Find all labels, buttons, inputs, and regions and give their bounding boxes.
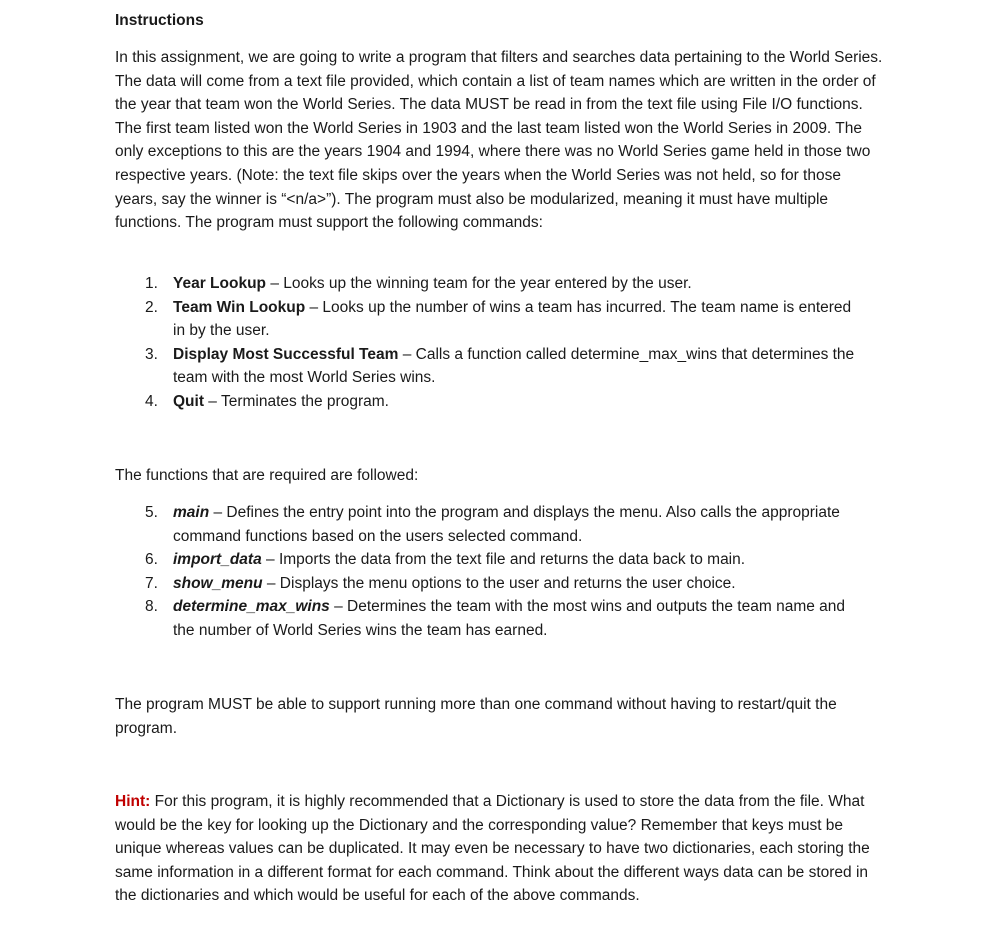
command-term: Team Win Lookup <box>173 298 306 316</box>
list-number: 6. <box>145 551 158 569</box>
list-item <box>145 501 865 548</box>
list-item <box>145 272 865 296</box>
list-item <box>145 296 865 343</box>
list-number: 2. <box>145 298 158 316</box>
command-term: Quit <box>173 392 204 410</box>
list-item <box>145 548 865 572</box>
function-term: main <box>173 504 210 521</box>
list-number: 4. <box>145 392 158 410</box>
list-number: 1. <box>145 275 158 292</box>
list-number: 3. <box>145 345 158 363</box>
list-item <box>145 390 865 414</box>
intro-paragraph: In this assignment, we are going to write a program that filters and searches data pertaining to the World Series. The data will come from a text file provided, which contain a list of team names which are written in the order of the year that team won the World Series. The data MUST be read in from the text file using File I/O functions. The first team listed won the World Series in 1903 and the last team listed won the World Series in 2009. The only exceptions to this are the years 1904 and 1994, where there was no World Series game held in those two respective years. (Note: the text file skips over the years when the World Series was not held, so for those years, say the winner is “<n/a>”). The program must also be modularized, meaning it must have multiple functions. The program must support the following commands: <box>115 49 883 232</box>
functions-intro-paragraph: The functions that are required are followed: <box>115 467 419 484</box>
functions-list <box>145 501 865 643</box>
list-item <box>145 343 865 390</box>
command-description: – Looks up the winning team for the year entered by the user. <box>266 275 692 292</box>
command-description: – Looks up the number of wins a team has incurred. The team name is entered in by the user. <box>173 298 852 340</box>
command-term: Year Lookup <box>173 275 267 292</box>
hint-paragraph <box>115 790 870 908</box>
list-number: 5. <box>145 504 158 521</box>
command-description: – Terminates the program. <box>204 392 389 410</box>
command-term: Display Most Successful Team <box>173 345 399 363</box>
list-item <box>145 595 865 642</box>
list-number: 8. <box>145 598 158 616</box>
function-term: show_menu <box>173 574 263 592</box>
function-description: – Defines the entry point into the program and displays the menu. Also calls the appropriate command functions based on the users selected command. <box>173 504 840 545</box>
command-description: – Calls a function called determine_max_wins that determines the team with the most World Series wins. <box>173 345 855 387</box>
function-term: determine_max_wins <box>173 598 330 616</box>
list-number: 7. <box>145 574 158 592</box>
hint-label: Hint: <box>115 793 151 810</box>
function-description: – Displays the menu options to the user and returns the user choice. <box>262 574 736 592</box>
function-term: import_data <box>173 551 262 569</box>
commands-list <box>145 272 865 414</box>
hint-text: For this program, it is highly recommended that a Dictionary is used to store the data from the file. What would be the key for looking up the Dictionary and the corresponding value? Remember that keys must be unique whereas values can be duplicated. It may even be necessary to have two dictionaries, each storing the same information in a different format for each command. Think about the different ways data can be stored in the dictionaries and which would be useful for each of the above commands. <box>115 793 870 905</box>
multi-command-paragraph: The program MUST be able to support running more than one command without having to restart/quit the program. <box>115 696 837 737</box>
function-description: – Determines the team with the most wins and outputs the team name and the number of World Series wins the team has earned. <box>173 598 846 639</box>
function-description: – Imports the data from the text file and returns the data back to main. <box>261 551 746 569</box>
list-item <box>145 572 865 596</box>
page-title: Instructions <box>115 12 204 29</box>
